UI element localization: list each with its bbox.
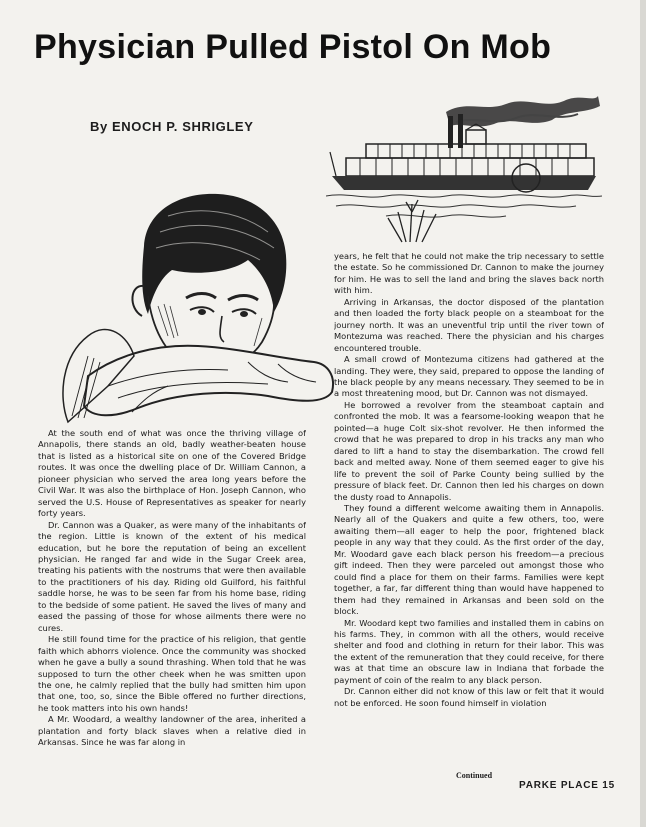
paragraph: At the south end of what was once the thriving village of Annapolis, there stands an old, badly weather-beaten house that is listed as a historical site on one of the Covered Bridge routes. It was once the dwelling place of Dr. William Cannon, a pioneer physician who served the area long years before the Civil War. It was also the birthplace of Hon. Joseph Cannon, who served the U.S. House of Representatives as speaker for nearly forty years. bbox=[38, 428, 306, 519]
paragraph: Mr. Woodard kept two families and installed them in cabins on his farms. They, in common with all the others, would receive shelter and food and clothing in return for their labor. This was the extent of the remuneration that they could receive, for there was at that time an obscure law in Indiana that forbade the payment of coin of the realm to any black person. bbox=[334, 617, 604, 685]
steamboat-illustration bbox=[326, 92, 602, 244]
paragraph: He still found time for the practice of his religion, that gentle faith which abhorrs violence. Once the community was shocked when he gave a bully a sound thrashing. When told that he was supposed to turn the other cheek when he was smitten upon the one, he calmly replied that the bully had smitten him upon that one, too, so, since the Bible offered no further directions, he took matters into his own hands! bbox=[38, 634, 306, 713]
man-portrait-illustration bbox=[48, 186, 338, 426]
paragraph: A small crowd of Montezuma citizens had gathered at the landing. They were, they said, prepared to oppose the landing of the black people by any means necessary. They seemed to be in a most threatening mood, but Dr. Cannon was not dismayed. bbox=[334, 354, 604, 399]
article-byline: By ENOCH P. SHRIGLEY bbox=[90, 119, 254, 134]
paragraph: Dr. Cannon either did not know of this law or felt that it would not be enforced. He soon found himself in violation bbox=[334, 686, 604, 708]
paragraph: years, he felt that he could not make the trip necessary to settle the estate. So he commissioned Dr. Cannon to make the journey for him. He was to sell the land and bring the slaves back north with him. bbox=[334, 251, 604, 296]
article-title: Physician Pulled Pistol On Mob bbox=[34, 28, 552, 66]
page-binding-edge bbox=[640, 0, 646, 827]
page-footer: PARKE PLACE 15 bbox=[519, 780, 616, 791]
paragraph: He borrowed a revolver from the steamboat captain and confronted the mob. It was a fearsome-looking weapon that he pointed—a huge Colt six-shot revolver. He then informed the crowd that he was prepared to drop in his tracks any man who dared to lift a hand to stay the disembarkation. The crowd fell back and melted away. None of them seemed eager to give his life to prevent the soil of Parke County being sullied by the pressure of black feet. Dr. Cannon then led his charges on down the dusty road to Annapolis. bbox=[334, 399, 604, 502]
paragraph: Dr. Cannon was a Quaker, as were many of the inhabitants of the region. Little is known of the extent of his medical education, but he bore the reputation of being an excellent physician. He ranged far and wide in the Sugar Creek area, treating his patients with the nostrums that were then available to the practitioners of his day. Riding old Guilford, his faithful saddle horse, he was to be seen far from his home base, riding to the bedside of some patient. He saved the lives of many and eased the passing of those for whose ailments there were no cures. bbox=[38, 519, 306, 633]
paragraph: A Mr. Woodard, a wealthy landowner of the area, inherited a plantation and forty black slaves when a relative died in Arkansas. Since he was far along in bbox=[38, 714, 306, 748]
article-column-right bbox=[334, 251, 604, 771]
paragraph: They found a different welcome awaiting them in Annapolis. Nearly all of the Quakers and quite a few others, too, were awaiting them—all eager to help the poor, frightened black people in any way that they could. As the first order of the day, Mr. Woodard gave each black person his freedom—a precious gift indeed. Then they were parceled out amongst those who could find a place for them on their farms. Families were kept together, a far, far different thing than would have happened to them had they remained in Arkansas and been sold on the block. bbox=[334, 502, 604, 617]
continued-note: Continued bbox=[456, 771, 493, 780]
paragraph: Arriving in Arkansas, the doctor disposed of the plantation and then loaded the forty black people on a steamboat for the journey north. It was an uneventful trip until the river town of Montezuma was reached. There the physician and his charges encountered trouble. bbox=[334, 296, 604, 353]
article-column-left bbox=[38, 428, 306, 786]
